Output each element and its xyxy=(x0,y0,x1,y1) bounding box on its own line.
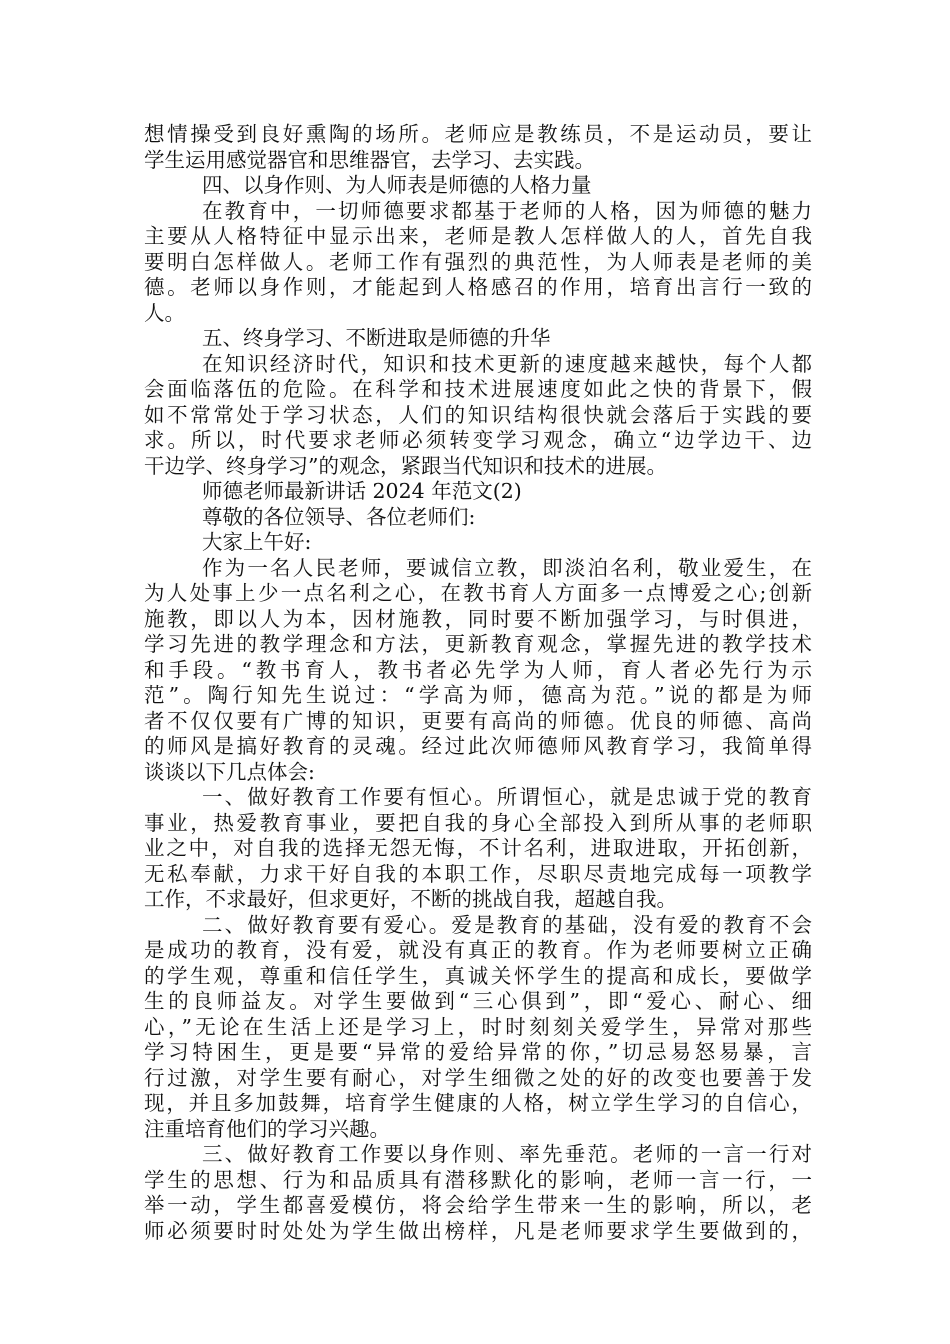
text-line: 在知识经济时代，知识和技术更新的速度越来越快，每个人都 xyxy=(202,351,812,376)
text-line: 五、终身学习、不断进取是师德的升华 xyxy=(202,326,551,350)
text-line: 如不常常处于学习状态，人们的知识结构很快就会落后于实践的要 xyxy=(144,402,812,427)
text-line: 生的良师益友。对学生要做到“三心俱到”，即“爱心、耐心、细 xyxy=(144,989,812,1013)
text-line: 尊敬的各位领导、各位老师们: xyxy=(202,504,476,529)
text-line: 四、以身作则、为人师表是师德的人格力量 xyxy=(202,173,592,197)
text-line: 学习特困生，更是要“异常的爱给异常的你，”切忌易怒易暴，言 xyxy=(144,1040,812,1064)
text-line: 谈谈以下几点体会: xyxy=(144,759,315,784)
text-line: 二、做好教育要有爱心。爱是教育的基础，没有爱的教育不会 xyxy=(202,912,812,937)
text-line: 在教育中，一切师德要求都基于老师的人格，因为师德的魅力 xyxy=(202,198,812,223)
text-line: 会面临落伍的危险。在科学和技术进展速度如此之快的背景下，假 xyxy=(144,377,812,401)
text-line: 现，并且多加鼓舞，培育学生健康的人格，树立学生学习的自信心， xyxy=(144,1091,812,1115)
text-line: 工作，不求最好，但求更好，不断的挑战自我，超越自我。 xyxy=(144,887,677,911)
text-line: 心，”无论在生活上还是学习上，时时刻刻关爱学生，异常对那些 xyxy=(144,1014,812,1039)
text-line: 施教，即以人为本，因材施教，同时要不断加强学习，与时俱进， xyxy=(144,606,812,631)
text-line: 无私奉献，力求干好自我的本职工作，尽职尽责地完成每一项教学 xyxy=(144,861,812,886)
text-line: 三、做好教育工作要以身作则、率先垂范。老师的一言一行对 xyxy=(202,1142,812,1166)
text-line: 的师风是搞好教育的灵魂。经过此次师德师风教育学习，我简单得 xyxy=(144,734,812,758)
text-line: 人。 xyxy=(144,300,185,325)
text-line: 师德老师最新讲话 2024 年范文(2) xyxy=(202,479,522,503)
text-line: 作为一名人民老师，要诚信立教，即淡泊名利，敬业爱生，在 xyxy=(202,555,812,580)
text-line: 注重培育他们的学习兴趣。 xyxy=(144,1116,390,1141)
text-line: 为人处事上少一点名利之心，在教书育人方面多一点博爱之心;创新 xyxy=(144,581,812,605)
text-line: 干边学、终身学习”的观念，紧跟当代知识和技术的进展。 xyxy=(144,453,667,478)
text-line: 想情操受到良好熏陶的场所。老师应是教练员，不是运动员，要让 xyxy=(144,122,812,146)
text-line: 师必须要时时处处为学生做出榜样，凡是老师要求学生要做到的， xyxy=(144,1218,812,1243)
text-line: 的学生观，尊重和信任学生，真诚关怀学生的提高和成长，要做学 xyxy=(144,963,812,988)
text-line: 学生运用感觉器官和思维器官，去学习、去实践。 xyxy=(144,147,595,172)
text-line: 事业，热爱教育事业，要把自我的身心全部投入到所从事的老师职 xyxy=(144,810,812,835)
text-line: 举一动，学生都喜爱模仿，将会给学生带来一生的影响，所以，老 xyxy=(144,1193,812,1217)
text-line: 一、做好教育工作要有恒心。所谓恒心，就是忠诚于党的教育 xyxy=(202,785,812,809)
text-line: 德。老师以身作则，才能起到人格感召的作用，培育出言行一致的 xyxy=(144,275,812,299)
text-line: 主要从人格特征中显示出来，老师是教人怎样做人的人，首先自我 xyxy=(144,224,812,248)
text-line: 求。所以，时代要求老师必须转变学习观念，确立“边学边干、边 xyxy=(144,428,812,452)
text-line: 要明白怎样做人。老师工作有强烈的典范性，为人师表是老师的美 xyxy=(144,249,812,274)
text-line: 行过激，对学生要有耐心，对学生细微之处的好的改变也要善于发 xyxy=(144,1065,812,1090)
text-line: 学习先进的教学理念和方法，更新教育观念，掌握先进的教学技术 xyxy=(144,632,812,656)
text-line: 大家上午好: xyxy=(202,530,312,554)
text-line: 者不仅仅要有广博的知识，更要有高尚的师德。优良的师德、高尚 xyxy=(144,708,812,733)
text-line: 业之中，对自我的选择无怨无悔，不计名利，进取进取，开拓创新， xyxy=(144,836,812,860)
document-body xyxy=(144,122,812,1244)
text-line: 学生的思想、行为和品质具有潜移默化的影响，老师一言一行，一 xyxy=(144,1167,812,1192)
text-line: 是成功的教育，没有爱，就没有真正的教育。作为老师要树立正确 xyxy=(144,938,812,962)
text-line: 范”。陶行知先生说过：“学高为师，德高为范。”说的都是为师 xyxy=(144,683,812,707)
text-line: 和手段。“教书育人，教书者必先学为人师，育人者必先行为示 xyxy=(144,657,812,682)
